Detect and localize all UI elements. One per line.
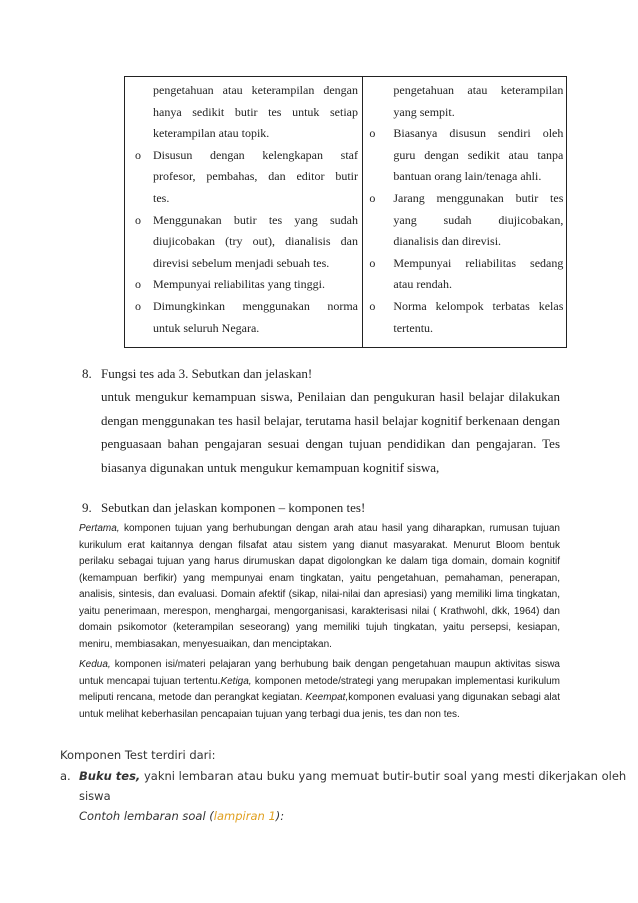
right-cell-line: tertentu. (393, 320, 434, 335)
bullet-marker: o (369, 191, 376, 205)
q9-paragraph-2-text-b: komponen metode/strategi yang merupakan implementasi kurikulum meliputi rencana, metode dan perangkat kegiatan. (79, 675, 560, 703)
left-cell-line: diujicobakan (try out), dianalisis dan (153, 234, 358, 249)
item-a-text (79, 768, 626, 784)
q8-title: Fungsi tes ada 3. Sebutkan dan jelaskan! (101, 366, 313, 381)
bullet-marker: o (369, 126, 376, 141)
left-cell-line: Dimungkinkan menggunakan norma (153, 299, 358, 313)
q8-answer-line: penguasaan bahan pengajaran sesuai dengan tujuan pendidikan dan pengajaran. Tes (101, 436, 560, 451)
left-cell-line: Menggunakan butir tes yang sudah (153, 212, 358, 227)
right-cell-line: atau rendah. (393, 277, 453, 292)
right-cell-line: Norma kelompok terbatas kelas (393, 299, 564, 313)
q9-paragraph-2-text-c: komponen evaluasi yang digunakan sebagi alat untuk melihat keberhasilan pencapaian tujuan yang terbagi dua jenis, tes dan non tes. (79, 692, 560, 720)
q9-title: Sebutkan dan jelaskan komponen – komponen tes! (101, 500, 366, 515)
q9-paragraph-1 (79, 521, 560, 653)
right-cell-line: pengetahuan atau keterampilan (393, 83, 564, 97)
right-cell-content (363, 77, 566, 347)
q9-number: 9. (82, 500, 92, 515)
left-cell-line: Mempunyai reliabilitas yang tinggi. (153, 277, 325, 292)
q8-answer-line: untuk mengukur kemampuan siswa, Penilaian dan pengukuran hasil belajar dilakukan (101, 389, 560, 404)
example-line (79, 808, 284, 824)
keempat-label: Keempat, (305, 692, 349, 703)
left-cell-line: untuk seluruh Negara. (153, 320, 260, 335)
table-cell-right (363, 77, 567, 348)
q9-paragraph-2-text-a: komponen isi/materi pelajaran yang berhubung baik dengan pengetahuan maupun aktivitas siswa untuk mencapai tujuan tertentu. (79, 659, 560, 687)
item-a-letter: a. (60, 769, 71, 783)
right-cell-line: yang sempit. (393, 104, 455, 119)
bullet-marker: o (135, 212, 141, 227)
ketiga-label: Ketiga, (220, 675, 252, 687)
right-cell-line: Mempunyai reliabilitas sedang (393, 255, 564, 270)
bullet-marker: o (135, 147, 141, 162)
item-a-description-cont: siswa (79, 789, 111, 803)
left-cell-line: profesor, pembahas, dan editor butir (153, 169, 358, 184)
left-cell-line: direvisi sebelum menjadi sebuah tes. (153, 255, 330, 270)
q8-answer-line: dengan menggunakan tes hasil belajar, terutama hasil belajar kognitif berkenaan dengan (101, 412, 560, 428)
pertama-label: Pertama, (79, 523, 120, 534)
q8-number: 8. (82, 366, 92, 381)
buku-tes-label: Buku tes, (79, 769, 141, 783)
bullet-marker: o (135, 299, 141, 313)
lampiran-link[interactable]: lampiran 1 (213, 809, 276, 823)
bullet-marker: o (369, 255, 376, 270)
left-cell-line: tes. (153, 191, 170, 205)
q9-paragraph-1-text: komponen tujuan yang berhubungan dengan arah atau hasil yang diharapkan, rumusan tujuan kurikulum erat kaitannya dengan filsafat atau sistem yang dianut masyarakat. Menurut Bloom bentuk perilaku sebagai tujuan yang harus dirumuskan dapat digolongkan ke dalam tiga domain, domain kognitif (kemampuan berfikir) yang mempunyai enam tingkatan, yaitu pengetahuan, pemahaman, penerapan, analisis, sintesis, dan evaluasi. Domain afektif (sikap, nilai-nilai dan apresiasi) yang memiliki lima tingkatan, yaitu penerimaan, merespon, menghargai, mengorganisasi, karakterisasi nilai ( Krathwohl, dkk, 1964) dan domain psikomotor (keterampilan seseorang) yang memiliki tujuh tingkatan, yaitu persepsi, kesiapan, meniru, membiasakan, menyesuaikan, dan menciptakan. (79, 523, 560, 650)
item-a-description: yakni lembaran atau buku yang memuat butir-butir soal yang mesti dikerjakan oleh (140, 769, 627, 783)
comparison-table (124, 76, 567, 348)
left-cell-line: pengetahuan atau keterampilan dengan (153, 83, 358, 97)
right-cell-line: bantuan orang lain/tenaga ahli. (393, 169, 542, 184)
left-cell-line: hanya sedikit butir tes untuk setiap (153, 104, 358, 119)
q9-paragraph-2 (79, 657, 560, 723)
bullet-marker: o (369, 299, 376, 313)
left-cell-line: Disusun dengan kelengkapan staf (153, 147, 358, 162)
left-cell-content (125, 77, 362, 347)
right-cell-line: dianalisis dan direvisi. (393, 234, 502, 249)
right-cell-line: Jarang menggunakan butir tes (393, 191, 564, 205)
kedua-label: Kedua, (79, 659, 111, 670)
komponen-heading: Komponen Test terdiri dari: (60, 748, 216, 762)
bullet-marker: o (135, 277, 141, 292)
table-cell-left (125, 77, 363, 348)
right-cell-line: Biasanya disusun sendiri oleh (393, 126, 564, 141)
example-label: Contoh lembaran soal ( (79, 809, 214, 823)
q8-answer-line: biasanya digunakan untuk mengukur kemampuan kognitif siswa, (101, 459, 440, 475)
right-cell-line: yang sudah diujicobakan, (393, 212, 564, 227)
example-close: ): (275, 809, 285, 823)
left-cell-line: keterampilan atau topik. (153, 126, 270, 141)
right-cell-line: guru dengan sedikit atau tanpa (393, 147, 564, 162)
